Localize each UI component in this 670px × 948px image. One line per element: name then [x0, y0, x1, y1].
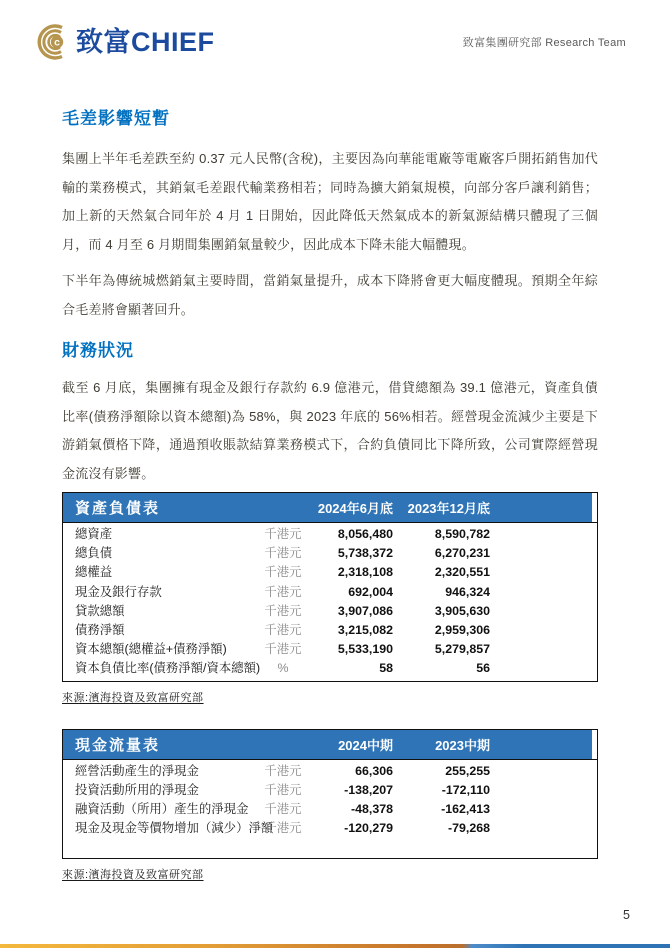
cell-label: 貸款總額 — [75, 603, 125, 618]
table-row — [63, 800, 597, 819]
table-row — [63, 563, 597, 582]
table-title: 現金流量表 — [75, 736, 161, 754]
cell-v2: 5,279,857 — [434, 642, 490, 657]
cell-v1: 58 — [379, 661, 393, 676]
cell-v2: -79,268 — [447, 821, 490, 836]
cell-tail — [490, 621, 597, 640]
cell-label: 資本總額(總權益+債務淨額) — [75, 642, 227, 657]
paragraph-gross-margin-1: 集團上半年毛差跌至約 0.37 元人民幣(含稅)，主要因為向華能電廠等電廠客戶開拓銷售加代輸的業務模式，其銷氣毛差跟代輸業務相若；同時為擴大銷氣規模，向部分客戶讓利銷售；加上新的天然氣合同年於 4 月 1 日開始，因此降低天然氣成本的新氣源結構只體現了三個月，而 4 月至 6 月期間集團銷氣量較少，因此成本下降未能大幅體現。 — [62, 151, 598, 252]
research-team-label: 致富集團研究部 Research Team — [462, 37, 626, 49]
cell-unit: 千港元 — [264, 603, 302, 618]
cell-v2: 3,905,630 — [434, 603, 490, 618]
cell-tail — [490, 659, 597, 678]
source-note: 來源:濱海投資及致富研究部 — [62, 869, 204, 882]
cell-v2: -172,110 — [441, 782, 490, 797]
cell-unit: 千港元 — [264, 782, 302, 797]
cell-v1: 692,004 — [348, 584, 393, 599]
cell-v1: -138,207 — [344, 782, 393, 797]
cell-v2: 6,270,231 — [434, 546, 490, 561]
cell-label: 融資活動（所用）產生的淨現金 — [75, 801, 249, 816]
cell-label: 經營活動產生的淨現金 — [75, 763, 199, 778]
table-row — [63, 781, 597, 800]
cash-flow-rows — [63, 760, 597, 859]
cell-v1: -120,279 — [344, 821, 393, 836]
footer-accent-bar — [0, 944, 670, 948]
cell-unit: 千港元 — [264, 821, 302, 836]
page-header — [32, 22, 626, 62]
cell-tail — [490, 781, 597, 800]
cell-v1: 8,056,480 — [337, 527, 393, 541]
cell-v2: 255,255 — [445, 763, 490, 778]
cell-v2: 56 — [476, 661, 490, 676]
section-heading-financials: 財務狀況 — [62, 341, 134, 360]
logo-text: 致富CHIEF — [76, 26, 215, 57]
report-body — [62, 108, 598, 882]
cell-label: 現金及銀行存款 — [75, 584, 162, 599]
cell-tail — [490, 602, 597, 621]
table-row — [63, 640, 597, 659]
cell-tail — [490, 563, 597, 582]
cell-v1: 3,907,086 — [337, 603, 393, 618]
cell-unit: 千港元 — [264, 622, 302, 637]
cell-unit: 千港元 — [264, 642, 302, 657]
cell-unit: 千港元 — [264, 546, 302, 561]
cell-v2: 2,959,306 — [434, 622, 490, 637]
cash-flow-header — [63, 730, 597, 760]
table-row — [63, 659, 597, 678]
cell-v1: 5,533,190 — [337, 642, 393, 657]
cell-unit: % — [277, 661, 289, 676]
cell-v2: 946,324 — [445, 584, 490, 599]
cell-tail — [490, 762, 597, 781]
column-header-2023: 2023年12月底 — [407, 501, 490, 516]
cell-v2: 8,590,782 — [434, 527, 490, 541]
cell-v2: 2,320,551 — [434, 565, 490, 580]
cell-v1: 3,215,082 — [337, 622, 393, 637]
paragraph-financials-1: 截至 6 月底，集團擁有現金及銀行存款約 6.9 億港元，借貸總額為 39.1 億港元，資產負債比率(債務淨額除以資本總額)為 58%，與 2023 年底的 56%相若。經營現金流減少主要是下游銷氣價格下降，通過預收賬款結算業務模式下，合約負債同比下降所致，公司實際經營現金流沒有影響。 — [62, 380, 598, 481]
cell-label: 資本負債比率(債務淨額/資本總額) — [75, 661, 261, 676]
cell-label: 投資活動所用的淨現金 — [75, 782, 199, 797]
cell-tail — [490, 640, 597, 659]
balance-sheet-table — [62, 492, 598, 682]
paragraph-gross-margin-2: 下半年為傳統城燃銷氣主要時間，當銷氣量提升，成本下降將會更大幅度體現。預期全年綜合毛差將會顯著回升。 — [62, 273, 598, 317]
source-note: 來源:濱海投資及致富研究部 — [62, 691, 204, 704]
cell-v1: 5,738,372 — [337, 546, 393, 561]
balance-sheet-rows — [63, 523, 597, 681]
column-header-2023-interim: 2023中期 — [435, 737, 490, 753]
column-header-2024: 2024年6月底 — [317, 501, 393, 516]
chief-logo-icon — [32, 22, 72, 62]
balance-sheet-header — [63, 493, 597, 523]
cell-v1: -48,378 — [350, 801, 393, 816]
cell-label: 現金及現金等價物增加（減少）淨額 — [75, 821, 274, 836]
cash-flow-table — [62, 729, 598, 860]
cell-tail — [490, 525, 597, 544]
cell-label: 債務淨額 — [75, 622, 125, 637]
page-number: 5 — [623, 908, 630, 922]
cell-v1: 66,306 — [355, 763, 393, 778]
table-row — [63, 602, 597, 621]
cell-unit: 千港元 — [264, 527, 302, 541]
section-heading-gross-margin: 毛差影響短暫 — [62, 109, 170, 128]
logo-c-glyph: c — [54, 36, 60, 49]
cell-label: 總資產 — [75, 527, 113, 541]
logo — [32, 22, 215, 62]
column-header-2024-interim: 2024中期 — [338, 737, 393, 753]
cell-v2: -162,413 — [441, 801, 490, 816]
cell-unit: 千港元 — [264, 801, 302, 816]
cell-v1: 2,318,108 — [337, 565, 393, 580]
cell-tail — [490, 819, 597, 838]
cell-label: 總權益 — [75, 565, 113, 580]
cell-tail — [490, 583, 597, 602]
cell-unit: 千港元 — [264, 565, 302, 580]
cell-unit: 千港元 — [264, 763, 302, 778]
cell-label: 總負債 — [75, 546, 113, 561]
table-row — [63, 819, 597, 838]
table-row — [63, 621, 597, 640]
cell-unit: 千港元 — [264, 584, 302, 599]
cell-tail — [490, 800, 597, 819]
cell-tail — [490, 544, 597, 563]
table-row — [63, 762, 597, 781]
table-row — [63, 544, 597, 563]
table-title: 資產負債表 — [75, 500, 161, 517]
table-row — [63, 583, 597, 602]
table-row — [63, 525, 597, 544]
